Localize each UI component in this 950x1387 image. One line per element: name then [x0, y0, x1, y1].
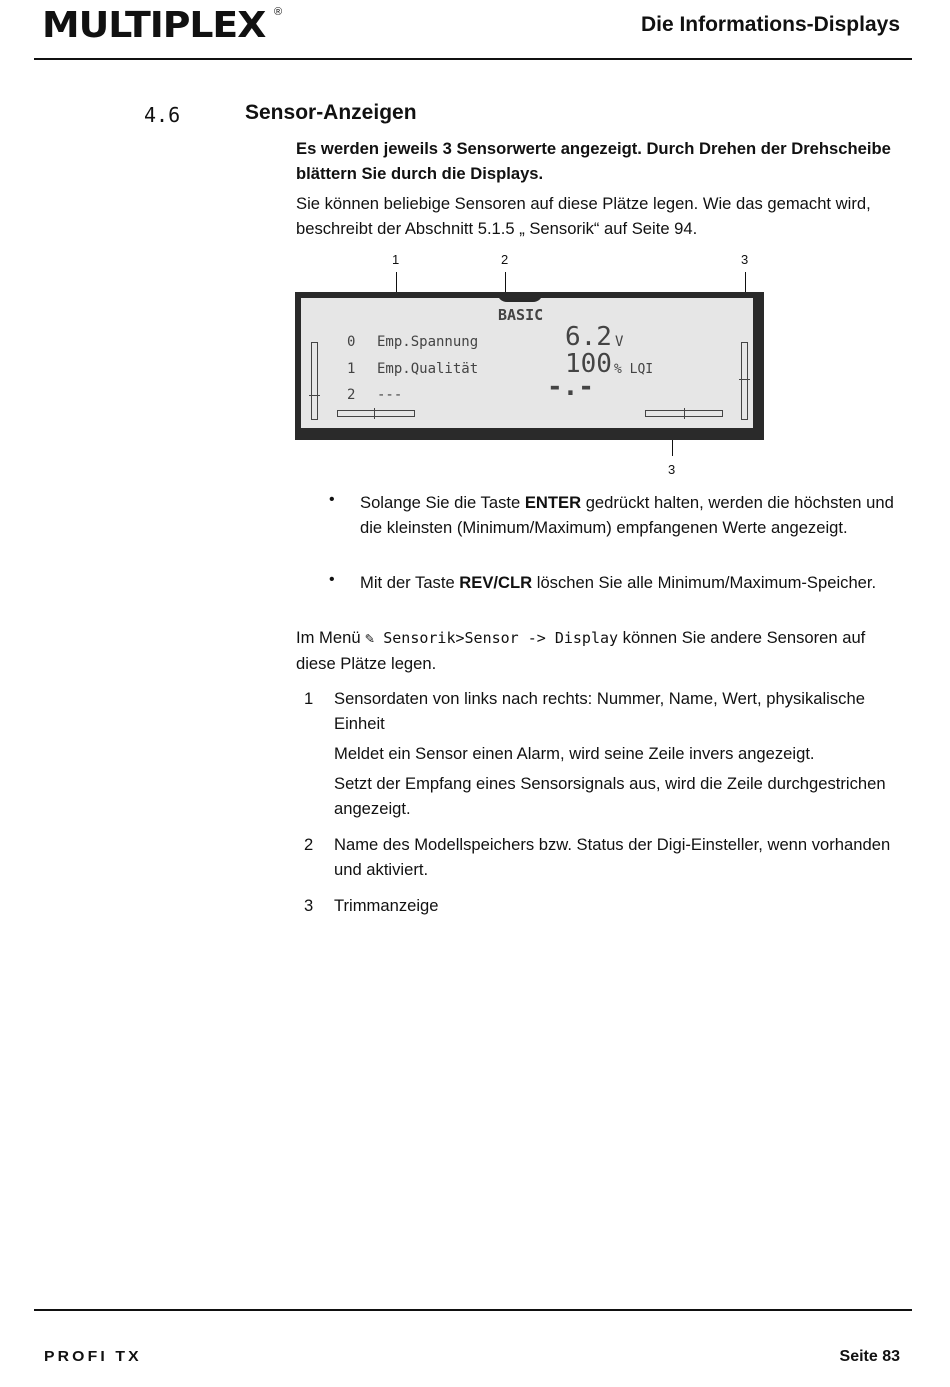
section-number: 4.6 [144, 103, 181, 127]
section-title: Sensor-Anzeigen [245, 101, 417, 124]
lcd-row-0-unit: V [615, 334, 624, 350]
left-vertical-trim [311, 342, 318, 420]
callout-1-label: 1 [392, 252, 400, 267]
legend-3-line-1: Trimmanzeige [334, 896, 439, 915]
footer-page-number: Seite 83 [839, 1348, 900, 1365]
lcd-row-2-index: 2 [347, 387, 356, 403]
lcd-row-0-name: Emp.Spannung [377, 334, 479, 350]
multiplex-logo: MULTIPLEX [42, 5, 266, 46]
legend-2-line-1: Name des Modellspeichers bzw. Status der Digi-Einsteller, wenn vorhanden und aktiviert. [334, 835, 891, 879]
legend-1-line-1: Sensordaten von links nach rechts: Nummer, Name, Wert, physikalische Einheit [334, 689, 865, 733]
lcd-row-1-value: 100 [565, 349, 612, 379]
menu-paragraph: Im Menü ✎ Sensorik>Sensor -> Display können Sie andere Sensoren auf diese Plätze legen. [296, 628, 866, 673]
lcd-row-1-index: 1 [347, 361, 356, 377]
lcd-notch [497, 292, 543, 302]
legend-2-number: 2 [304, 835, 314, 854]
registered-mark: ® [274, 6, 283, 18]
lcd-row-0-value: 6.2 [565, 322, 612, 352]
lcd-row-2-name: --- [377, 387, 403, 403]
right-vertical-trim [741, 342, 748, 420]
legend-1-line-2: Meldet ein Sensor einen Alarm, wird seine Zeile invers angezeigt. [334, 744, 815, 763]
lcd-row-0-index: 0 [347, 334, 356, 350]
bullet-1-dot: • [329, 491, 335, 508]
lcd-screen [301, 298, 753, 428]
bullet-1-text: Solange Sie die Taste ENTER gedrückt halten, werden die höchsten und die kleinsten (Minimum/Maximum) empfangenen Werte angezeigt. [360, 493, 894, 537]
footer-product-name: PROFI TX [44, 1348, 142, 1365]
left-horizontal-trim [337, 410, 415, 417]
enter-key-label: ENTER [524, 493, 582, 512]
lcd-title: BASIC [498, 306, 544, 324]
callout-2-label: 2 [501, 252, 509, 267]
right-horizontal-trim [645, 410, 723, 417]
callout-3-top-label: 3 [741, 252, 749, 267]
menu-path: ✎ Sensorik>Sensor -> Display [365, 629, 619, 647]
sensor-assignment-paragraph: Sie können beliebige Sensoren auf diese Plätze legen. Wie das gemacht wird, beschreibt der Abschnitt 5.1.5 „ Sensorik“ auf Seite 94. [296, 194, 871, 238]
bullet-2-text: Mit der Taste REV/CLR löschen Sie alle Minimum/Maximum-Speicher. [360, 573, 877, 592]
bullet-2-dot: • [329, 571, 335, 588]
header-divider [34, 58, 912, 60]
lcd-row-2-value: -.- [547, 372, 594, 402]
legend-1-number: 1 [304, 689, 314, 708]
callout-3-bottom-label: 3 [668, 462, 676, 477]
header-title: Die Informations-Displays [640, 13, 900, 36]
lcd-row-1-name: Emp.Qualität [377, 361, 479, 377]
legend-3-number: 3 [304, 896, 314, 915]
legend-1-line-3: Setzt der Empfang eines Sensorsignals aus, wird die Zeile durchgestrichen angezeigt. [334, 774, 886, 818]
revclr-key-label: REV/CLR [459, 573, 533, 592]
footer-divider [34, 1309, 912, 1311]
lcd-row-1-unit: % LQI [614, 362, 654, 377]
intro-paragraph: Es werden jeweils 3 Sensorwerte angezeigt. Durch Drehen der Drehscheibe blättern Sie durch die Displays. [296, 139, 891, 183]
